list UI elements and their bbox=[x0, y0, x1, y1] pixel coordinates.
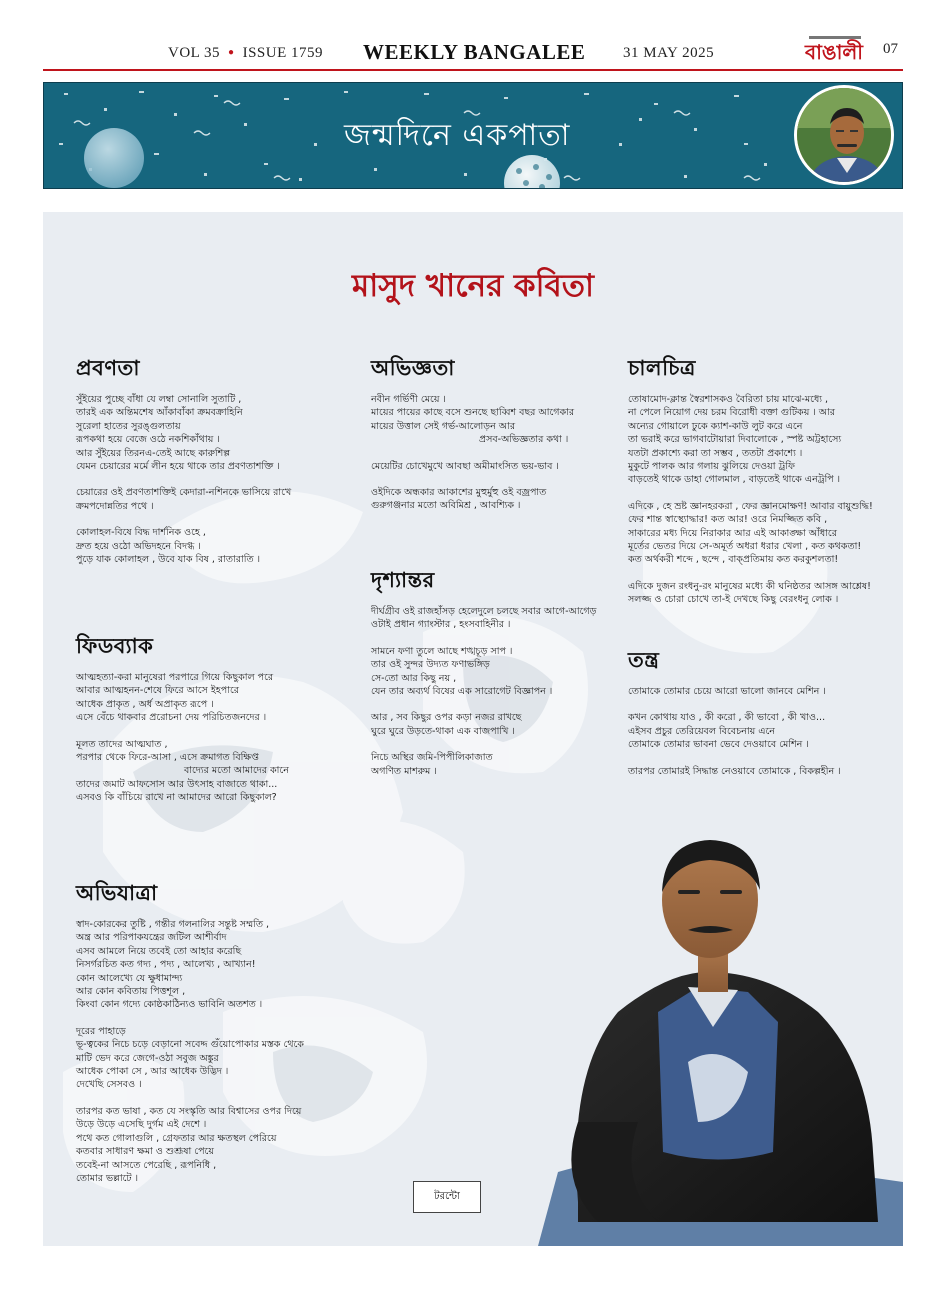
poem-line: এদিকে দুজন রংধনু-রং মানুষের মধ্যে কী ঘনিষ্ঠতর আসঙ্গ আশ্লেষ! bbox=[628, 580, 871, 592]
poem-line: আধেক পোকা সে , আর আধেক উদ্ভিদ । bbox=[76, 1066, 229, 1078]
poetry-panel bbox=[43, 212, 903, 1246]
stanza-break bbox=[371, 473, 574, 486]
poem-line: যতটা প্রকাশ্যে করা তা সম্ভব , ততটা প্রকাশ্যে । bbox=[628, 447, 803, 459]
poem-body bbox=[76, 918, 304, 1185]
poem-line: সে-তো আর কিছু নয় , bbox=[371, 672, 457, 684]
stanza-break bbox=[628, 567, 873, 580]
author-photo bbox=[538, 822, 903, 1246]
poem-line: দেখেছি সেসবও । bbox=[76, 1079, 142, 1091]
poem-title: চালচিত্র bbox=[628, 355, 696, 380]
signature-location: টরন্টো bbox=[413, 1181, 481, 1213]
poem-line: আবার আত্মহনন-শেষে ফিরে আসে ইহপারে bbox=[76, 685, 240, 697]
poem-line: ক্রমপদোন্নতির পথে । bbox=[76, 500, 154, 512]
poem-title: দৃশ্যান্তর bbox=[371, 567, 435, 592]
poem-line: এদিকে , হে ভ্রষ্ট জ্ঞানহরকরা , ফের জ্ঞানমোক্ষণ! আবার বায়ুশুদ্ধি! bbox=[628, 500, 873, 512]
poem-line: রূপকথা হয়ে বেজে ওঠে নকশিকাঁথায় । bbox=[76, 434, 220, 446]
poem-line: এসবও কি বাঁচিয়ে রাখে না আমাদের আরো কিছুকাল? bbox=[76, 792, 277, 804]
poem-title: তন্ত্র bbox=[628, 647, 660, 672]
poem-line: সুরেলা হাতের সুরঙ্গুলতায় bbox=[76, 420, 181, 432]
poem-line: আর কোন কবিতায় পিত্তশূল , bbox=[76, 986, 186, 998]
poem-line: আত্মহত্যা-করা মানুষেরা পরপারে গিয়ে কিছুকাল পরে bbox=[76, 672, 274, 683]
poem-line: কিংবা কোন গদ্যে কোষ্ঠকাঠিন্যও ভাবিনি অতশত । bbox=[76, 999, 263, 1011]
poem-line: তোষামোদ-ক্লান্ত স্বৈরশাসকও বৈরিতা চায় মাঝে-মধ্যে , bbox=[628, 394, 829, 405]
poem-line: আধেক প্রাকৃত , অর্ধ অপ্রাকৃত রূপে । bbox=[76, 698, 214, 710]
poem-line: তাদের জমাট আফসোস আর উৎসাহ বাজাতে থাকা... bbox=[76, 778, 278, 790]
poem-line: পরপার থেকে ফিরে-আসা , এসে ক্রমাগত বিক্ষিপ্ত bbox=[76, 752, 259, 764]
poem-line: মূলত তাদের আত্মঘাত , bbox=[76, 738, 168, 750]
poem-line: অন্ত্র আর পরিপাকযন্ত্রের জটিল আশীর্বাদ bbox=[76, 932, 227, 944]
poem-line: কত অর্থকরী শব্দে , ছন্দে , বাক্প্রতিমায় কত করকুশলতা! bbox=[628, 554, 839, 566]
stanza-break bbox=[628, 698, 841, 711]
stanza-break bbox=[628, 752, 841, 765]
poem-line: ঘুরে ঘুরে উড়তে-থাকা এক বাজপাখি । bbox=[371, 725, 515, 737]
poem-line: সামনে ফণা তুলে আছে শঙ্খচূড় সাপ । bbox=[371, 645, 513, 657]
poem-line: মেয়েটির চোখেমুখে আবছা অমীমাংসিত ভয়-ভাব । bbox=[371, 460, 559, 472]
publication-title: WEEKLY BANGALEE bbox=[363, 40, 586, 64]
poem-prabanata bbox=[76, 352, 291, 566]
volume-issue bbox=[168, 45, 323, 62]
poem-line: আর , সব কিছুর ওপর কড়া নজর রাখছে bbox=[371, 712, 522, 724]
poem-obhignata bbox=[371, 352, 574, 513]
poem-line: তোমার ভল্লাটে । bbox=[76, 1172, 139, 1184]
stanza-break bbox=[371, 632, 596, 645]
poem-line: তারপর তোমারই সিদ্ধান্ত নেওয়াবে তোমাকে , বিকল্পহীন । bbox=[628, 765, 841, 777]
poem-line: নিসর্গরচিত কত গদ্য , পদ্য , আলেখ্য , আখ্যান! bbox=[76, 959, 256, 971]
volume-label: VOL 35 bbox=[168, 45, 221, 61]
poem-title: অভিযাত্রা bbox=[76, 880, 158, 905]
poem-line: উড়ে উড়ে এসেছি দুর্গম এই দেশে । bbox=[76, 1119, 207, 1131]
stanza-break bbox=[628, 487, 873, 500]
poem-line: আর সুঁইয়ের তিরনএ-তেই আছে কারুশিল্প bbox=[76, 447, 231, 459]
poem-line: তারই এক অন্তিমশেষ আঁকাবাঁকা ক্রমবক্রাহিনি bbox=[76, 407, 243, 419]
poem-line: চেয়ারের ওই প্রবণতাশক্তিই কেদারা-নশিনকে ভাসিয়ে রাখে bbox=[76, 487, 292, 499]
stanza-break bbox=[371, 738, 596, 751]
poem-chalchitra bbox=[628, 352, 873, 607]
issue-date: 31 MAY 2025 bbox=[623, 45, 715, 61]
publication-logo bbox=[803, 36, 873, 66]
poem-line: ভূ-ত্বকের নিচে চড়ে বেড়ানো সবেদ্দ গুঁয়োপোকার মস্তক থেকে bbox=[76, 1039, 304, 1051]
poem-line: মাটি ভেদ করে জেগে-ওঠা সবুজ অঙ্কুর bbox=[76, 1052, 219, 1064]
poem-line: না পেলে নিয়োগ দেয় চরম বিরোধী বক্তা গুটিকয় । আর bbox=[628, 407, 836, 419]
poem-line: তোমাকে তোমার ভাবনা ভেবে দেওয়াবে মেশিন । bbox=[628, 739, 809, 751]
poem-line: এসে বেঁচে থাকবার প্ররোচনা দেয় পরিচিতজনদের । bbox=[76, 712, 267, 724]
stanza-break bbox=[371, 698, 596, 711]
poem-line: ওটাই প্রধান গ্যাংস্টার , হংসবাহিনীর । bbox=[371, 619, 511, 631]
main-heading: মাসুদ খানের কবিতা bbox=[352, 268, 594, 304]
poem-line: সাকারের মধ্য দিয়ে নিরাকার আর এই আকাঙ্ক্ষা আঁধারে bbox=[628, 527, 837, 539]
poem-line: এসব আমলে নিয়ে তবেই তো আহার করেছি bbox=[76, 945, 242, 957]
poem-line: এইসব প্রচুর তেরিয়েবল বিবেচনায় এনে bbox=[628, 725, 775, 737]
poem-line: নিচে অস্থির জমি-পিপীলিকাজাত bbox=[371, 752, 493, 764]
poem-line: বাদ্যের মতো আমাদের কানে bbox=[184, 765, 289, 777]
poem-line: ওইদিকে অন্ধকার আকাশের মুহুর্মুহু ওই বজ্রপাত bbox=[371, 487, 547, 499]
masthead bbox=[43, 36, 903, 72]
poem-line: সলজ্জ ও চোরা চোখে তা-ই দেখছে কিছু বেরংধনু লোক । bbox=[628, 594, 839, 606]
poem-title: প্রবণতা bbox=[76, 355, 140, 380]
poem-line: সুঁইয়ের পুচ্ছে বাঁধা যে লম্বা সোনালি সুতাটি , bbox=[76, 394, 242, 405]
birthday-banner bbox=[43, 82, 903, 189]
poem-line: তারপর কত ভাষা , কত যে সংস্কৃতি আর বিশ্বাসের ওপর দিয়ে bbox=[76, 1105, 302, 1117]
poem-line: দূরের পাহাড়ে bbox=[76, 1025, 126, 1037]
stanza-break bbox=[76, 1092, 304, 1105]
page-number: 07 bbox=[883, 41, 898, 57]
stanza-break bbox=[76, 1012, 304, 1025]
poem-line: তা ভরাই করে ভাগবাটোয়ারা দিবালোকে , স্পষ্ট অট্টহাস্যে bbox=[628, 434, 842, 446]
poem-body bbox=[76, 393, 291, 566]
poem-line: দ্রুত হয়ে ওঠো অভিদহনে বিদগ্ধ । bbox=[76, 540, 201, 552]
poem-line: কোন আলেখ্যে যে ক্ষুধামান্দ্য bbox=[76, 972, 183, 984]
poem-abhijatra bbox=[76, 877, 304, 1185]
poem-line: ফের শান্ত স্বাস্থ্যোদ্ধার! কত আর! ওরে নিমজ্জিত কবি , bbox=[628, 514, 828, 526]
logo-wordmark: বাঙালী bbox=[805, 40, 864, 64]
poem-body bbox=[76, 671, 289, 805]
poem-title: ফিডব্যাক bbox=[76, 633, 154, 658]
poem-title: অভিজ্ঞতা bbox=[371, 355, 455, 380]
poem-line: তবেই-না আসতে পেরেছি , রূপনিধি , bbox=[76, 1159, 217, 1171]
stanza-break bbox=[76, 473, 291, 486]
stanza-break bbox=[371, 447, 574, 460]
poem-line: স্বাদ-কোরকের তুষ্টি , গন্তীর গলনালির সন্তুষ্ট সম্মতি , bbox=[76, 919, 270, 930]
poem-body bbox=[371, 393, 574, 513]
poem-line: তোমাকে তোমার চেয়ে আরো ভালো জানবে মেশিন । bbox=[628, 686, 826, 697]
poem-body bbox=[628, 685, 841, 778]
stanza-break bbox=[76, 513, 291, 526]
stanza-break bbox=[76, 725, 289, 738]
issue-label: ISSUE 1759 bbox=[242, 45, 324, 61]
poem-line: তার ওই সুন্দর উদ্যত ফণাভঙ্গিড় bbox=[371, 659, 490, 671]
bullet-dot-icon: ● bbox=[228, 47, 235, 58]
poem-line: দীর্ঘগ্রীব ওই রাজহাঁসড় হেলেদুলে চলছে সবার আগে-আগেড় bbox=[371, 606, 597, 617]
poem-line: বাড়তেই থাকে ডাহা গোলমাল , বাড়তেই থাকে এনট্রপি । bbox=[628, 474, 841, 486]
poem-line: অন্যের গোয়ালে ঢুকে ক্যাশ-কাউ লুট করে এনে bbox=[628, 420, 803, 432]
poem-line: নবীন গর্ভিণী মেয়ে । bbox=[371, 394, 446, 405]
poem-line: কোলাহল-বিষে বিদ্ধ দার্শনিক ওহে , bbox=[76, 527, 206, 539]
poem-line: কখন কোথায় যাও , কী করো , কী ভাবো , কী খাও... bbox=[628, 712, 826, 724]
poem-tantra bbox=[628, 644, 841, 778]
balloon-icon bbox=[84, 128, 144, 188]
poem-line: মায়ের উত্তাল সেই গর্ভ-আলোড়ন আর bbox=[371, 420, 516, 432]
poem-line: মূর্তের ভেতর দিয়ে সে-অমূর্ত অধরা ধরার খেলা , কত কথকতা! bbox=[628, 541, 862, 553]
poem-line: যেন তার অব্যর্থ বিষের এক সারোগেট বিজ্ঞাপন । bbox=[371, 686, 553, 698]
poem-line: পথে কত গোলাগুলি , গ্রেফতার আর ক্ষতস্থল পেরিয়ে bbox=[76, 1132, 277, 1144]
poem-body bbox=[371, 605, 596, 778]
poem-feedback bbox=[76, 630, 289, 805]
masthead-rule bbox=[43, 69, 903, 71]
author-portrait-circle bbox=[794, 85, 894, 185]
poem-line: মায়ের পায়ের কাছে বসে শুনছে ছাব্বিশ বছর আগেকার bbox=[371, 407, 575, 419]
poem-line: পুড়ে যাক কোলাহল , উবে যাক বিষ , রাতারাতি । bbox=[76, 554, 261, 566]
poem-line: অগণিত মাশরুম । bbox=[371, 765, 437, 777]
poem-body bbox=[628, 393, 873, 607]
poem-line: কতবার সাধারণ ক্ষমা ও শুশ্রূষা পেয়ে bbox=[76, 1146, 214, 1158]
poem-line: গুরুগঞ্জনার মতো অবিমিশ্র , আবশ্যিক । bbox=[371, 500, 521, 512]
poem-line: যেমন চেয়ারের মর্মে লীন হয়ে থাকে তার প্রবণতাশক্তি । bbox=[76, 461, 280, 473]
poem-drishyantar bbox=[371, 564, 596, 778]
poem-line: মুকুটে পালক আর গলায় ঝুলিয়ে দেওয়া ট্রফি bbox=[628, 461, 795, 473]
poem-line: প্রসব-অভিজ্ঞতার কথা । bbox=[479, 434, 569, 446]
banner-title: জন্মদিনে একপাতা bbox=[344, 118, 571, 153]
